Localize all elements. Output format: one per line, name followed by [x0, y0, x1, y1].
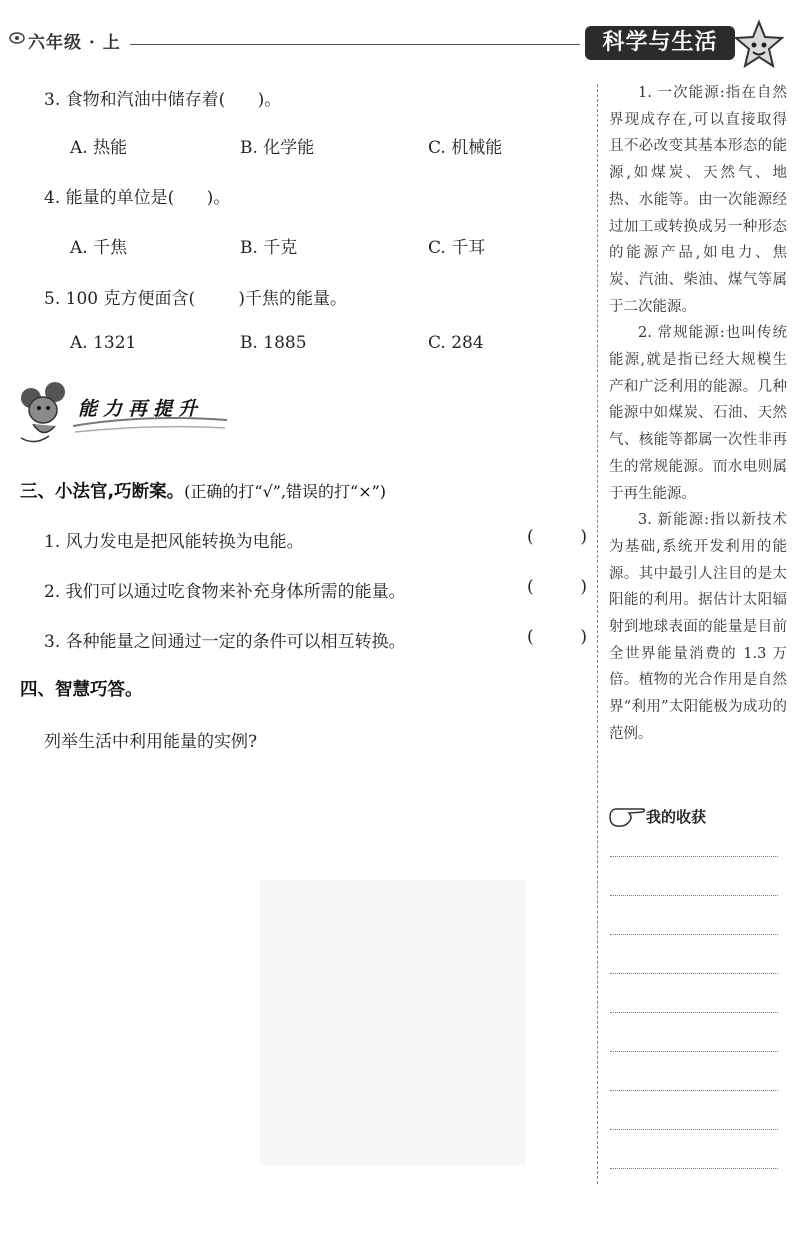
answer-blank-3[interactable]	[527, 627, 587, 647]
question-5-option-a: A. 1321	[70, 333, 137, 353]
section-3-instruction: (正确的打“√”,错误的打“×”)	[184, 482, 387, 501]
harvest-line[interactable]	[610, 895, 778, 896]
section-3-title	[20, 478, 386, 503]
harvest-line[interactable]	[610, 1012, 778, 1013]
question-4-stem: 4. 能量的单位是( )。	[44, 188, 231, 208]
judge-item-1: 1. 风力发电是把风能转换为电能。	[44, 532, 304, 552]
series-title: 科学与生活	[585, 26, 735, 60]
section-4-question: 列举生活中利用能量的实例?	[44, 732, 258, 752]
answer-blank-3-close: )	[580, 627, 587, 647]
banner-title: 能力再提升	[78, 398, 204, 420]
question-5-option-c: C. 284	[428, 333, 484, 353]
judge-item-3: 3. 各种能量之间通过一定的条件可以相互转换。	[44, 632, 406, 652]
knowledge-sidebar	[609, 80, 787, 748]
harvest-line[interactable]	[610, 973, 778, 974]
pointing-hand-icon	[607, 805, 647, 829]
harvest-line[interactable]	[610, 1090, 778, 1091]
question-4-option-b: B. 千克	[240, 238, 298, 258]
grade-deco-icon	[8, 30, 26, 44]
grade-label: 六年级 · 上	[28, 33, 121, 53]
sidebar-paragraph-2: 2. 常规能源:也叫传统能源,就是指已经大规模生产和广泛利用的能源。几种能源中如煤炭、石油、天然气、核能等都属一次性非再生的常规能源。而水电则属于再生能源。	[609, 325, 787, 502]
harvest-line[interactable]	[610, 934, 778, 935]
answer-blank-1[interactable]	[527, 527, 587, 547]
answer-blank-1-open: (	[527, 527, 534, 547]
question-3-option-a: A. 热能	[70, 138, 128, 158]
section-4-title: 四、智慧巧答。	[20, 680, 143, 700]
harvest-line[interactable]	[610, 1168, 778, 1169]
sidebar-paragraph-1: 1. 一次能源:指在自然界现成存在,可以直接取得且不必改变其基本形态的能源,如煤炭、天然气、地热、水能等。由一次能源经过加工或转换成另一种形态的能源产品,如电力、焦炭、汽油、柴油、煤气等属于二次能源。	[609, 85, 787, 315]
question-5-option-b: B. 1885	[240, 333, 307, 353]
harvest-line[interactable]	[610, 856, 778, 857]
answer-blank-3-open: (	[527, 627, 534, 647]
answer-area[interactable]	[260, 880, 525, 1165]
question-3-stem: 3. 食物和汽油中储存着( )。	[44, 90, 282, 110]
answer-blank-1-close: )	[580, 527, 587, 547]
question-4-option-c: C. 千耳	[428, 238, 486, 258]
answer-blank-2[interactable]	[527, 577, 587, 597]
header-rule	[130, 44, 580, 45]
sidebar-paragraph-3: 3. 新能源:指以新技术为基础,系统开发利用的能源。其中最引人注目的是太阳能的利用。据估计太阳辐射到地球表面的能量是目前全世界能量消费的 1.3 万倍。植物的光合作用是自然界“利用”太阳能极为成功的范例。	[609, 512, 787, 742]
sidebar-divider	[597, 84, 598, 1184]
question-5-stem: 5. 100 克方便面含( )千焦的能量。	[44, 289, 347, 309]
harvest-label: 我的收获	[646, 808, 707, 826]
answer-blank-2-open: (	[527, 577, 534, 597]
question-3-option-b: B. 化学能	[240, 138, 315, 158]
question-3-option-c: C. 机械能	[428, 138, 503, 158]
section-3-title-text: 三、小法官,巧断案。	[20, 482, 185, 502]
answer-blank-2-close: )	[580, 577, 587, 597]
question-4-option-a: A. 千焦	[70, 238, 128, 258]
star-mascot-icon	[732, 18, 786, 72]
harvest-line[interactable]	[610, 1129, 778, 1130]
harvest-line[interactable]	[610, 1051, 778, 1052]
judge-item-2: 2. 我们可以通过吃食物来补充身体所需的能量。	[44, 582, 406, 602]
